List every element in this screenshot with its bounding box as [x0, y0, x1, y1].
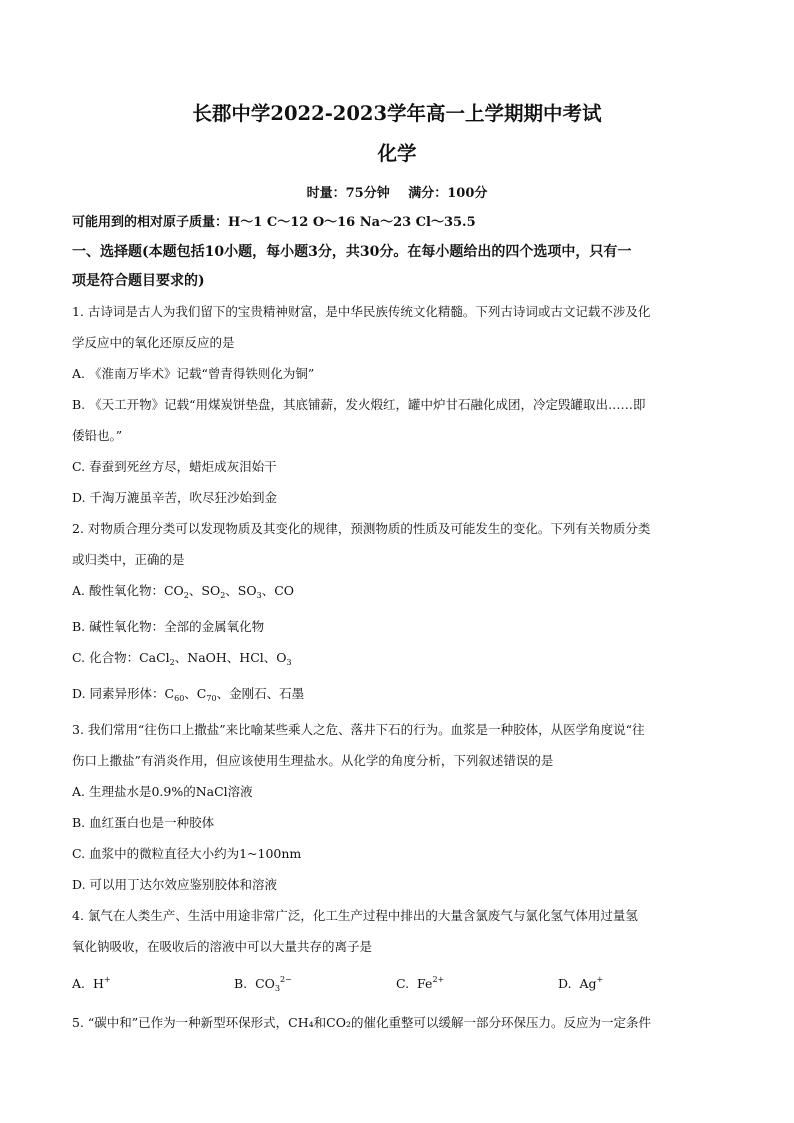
question-stem: 5. “碳中和”已作为一种新型环保形式，CH₄和CO₂的催化重整可以缓解一部分环保压力。反应为一定条件: [72, 1015, 651, 1030]
question-stem: 或归类中，正确的是: [72, 552, 185, 567]
question-stem: 学反应中的氧化还原反应的是: [72, 335, 235, 350]
exam-score: 满分：100分: [408, 186, 488, 201]
question-stem: 氧化钠吸收，在吸收后的溶液中可以大量共存的离子是: [72, 939, 373, 954]
option-b: B. 碱性氧化物：全部的金属氧化物: [72, 619, 265, 634]
question-stem: 4. 氯气在人类生产、生活中用途非常广泛，化工生产过程中排出的大量含氯废气与氯化氢气体用过量氢: [72, 908, 638, 923]
option-b: B. 血红蛋白也是一种胶体: [72, 815, 215, 830]
option-b-cont: 倭铅也。”: [72, 428, 123, 443]
option-c: C. $Fe^{2+}$: [396, 975, 445, 991]
option-c: C. 化合物：CaCl$_2$、NaOH、HCl、$O_3$: [72, 650, 292, 667]
exam-title: 长郡中学2022-2023学年高一上学期期中考试: [192, 102, 602, 125]
question-5: [72, 1007, 722, 1038]
option-d: D. 千淘万漉虽辛苦，吹尽狂沙始到金: [72, 490, 278, 505]
question-stem: 1. 古诗词是古人为我们留下的宝贵精神财富，是中华民族传统文化精髓。下列古诗词或古文记载不涉及化: [72, 304, 651, 319]
question-1: [72, 296, 722, 513]
option-d: D. 可以用丁达尔效应鉴别胶体和溶液: [72, 877, 278, 892]
exam-meta: [72, 184, 722, 204]
atomic-masses: 可能用到的相对原子质量：H～1 C～12 O～16 Na～23 Cl～35.5: [72, 215, 476, 230]
option-a: A. 生理盐水是0.9%的NaCl溶液: [72, 784, 253, 799]
question-4: [72, 900, 722, 1007]
option-c: C. 血浆中的微粒直径大小约为1~100nm: [72, 846, 302, 861]
section-heading: 一、选择题(本题包括10小题，每小题3分，共30分。在每小题给出的四个选项中，只有一 项是符合题目要求的): [72, 244, 632, 289]
subject-title: 化学: [377, 142, 417, 165]
option-b: B. $CO_3^{2-}$: [234, 975, 292, 993]
exam-time: 时量：75分钟: [306, 186, 390, 201]
question-3: [72, 714, 722, 900]
option-a: A. 《淮南万毕术》记载“曾青得铁则化为铜”: [72, 366, 315, 381]
option-d: D. Ag+: [558, 975, 604, 991]
option-a: A. H+: [72, 975, 111, 991]
question-2: [72, 513, 722, 714]
option-a: A. 酸性氧化物：$CO_2$、$SO_2$、$SO_3$、CO: [72, 583, 295, 600]
question-stem: 伤口上撒盐”有消炎作用，但应该使用生理盐水。从化学的角度分析，下列叙述错误的是: [72, 753, 554, 768]
option-d: D. 同素异形体：$C_{60}$、$C_{70}$、金刚石、石墨: [72, 686, 305, 703]
question-stem: 2. 对物质合理分类可以发现物质及其变化的规律，预测物质的性质及可能发生的变化。下列有关物质分类: [72, 521, 651, 536]
options-row: [72, 962, 722, 1007]
question-stem: 3. 我们常用“往伤口上撒盐”来比喻某些乘人之危、落井下石的行为。血浆是一种胶体，从医学角度说“往: [72, 722, 645, 737]
option-b: B. 《天工开物》记载“用煤炭饼垫盘，其底铺薪，发火煅红，罐中炉甘石融化成团，冷定毁罐取出……即: [72, 397, 646, 412]
exam-page: [72, 100, 722, 1038]
option-c: C. 春蚕到死丝方尽，蜡炬成灰泪始干: [72, 459, 277, 474]
